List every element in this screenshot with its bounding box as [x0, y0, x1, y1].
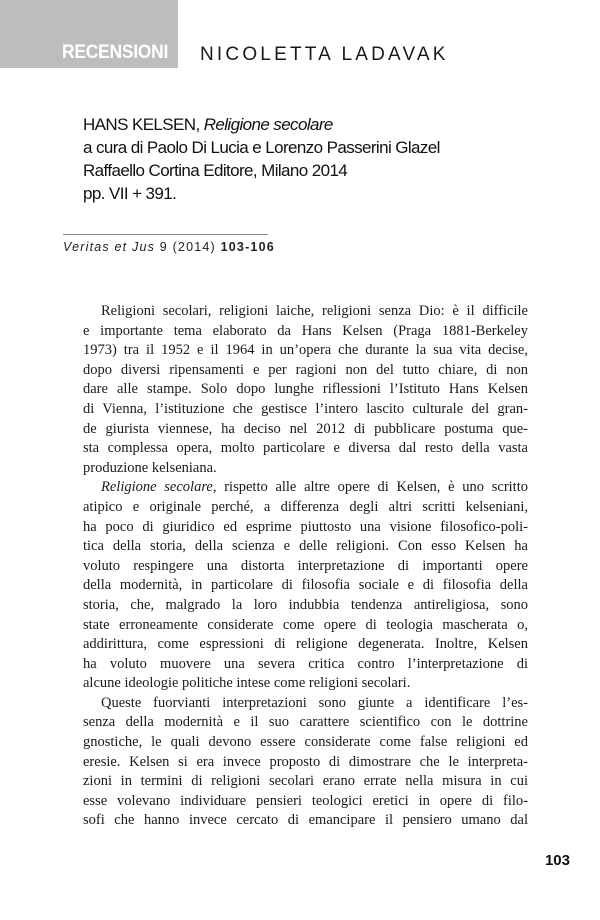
body-line-rest: , rispetto alle altre opere di Kelsen, è uno scritto — [212, 479, 528, 496]
body-line: produzione kelseniana. — [83, 459, 217, 476]
book-author-title-line — [83, 113, 543, 136]
body-line: zioni in termini di religioni secolari erano errate nella misura in cui — [83, 773, 528, 790]
book-author: HANS KELSEN, — [83, 115, 200, 134]
italic-book-title: Religione secolare — [101, 479, 213, 496]
body-line: Religioni secolari, religioni laiche, religioni senza Dio: è il difficile — [101, 303, 528, 319]
book-publisher: Raffaello Cortina Editore, Milano 2014 — [83, 161, 348, 180]
body-line: Queste fuorvianti interpretazioni sono giunte a identificare l’es- — [101, 694, 528, 711]
body-line: ha voluto muovere una severa critica contro l’interpretazione di — [83, 655, 528, 672]
body-line: e importante tema elaborato da Hans Kelsen (Praga 1881-Berkeley — [83, 322, 528, 339]
journal-name: Veritas et Jus — [63, 240, 156, 254]
body-line: senza della modernità e il suo carattere scientifico con le dottrine — [83, 714, 528, 731]
body-line: de giurista viennese, ha deciso nel 2012 di pubblicare postuma que- — [83, 420, 528, 437]
body-line: storia, che, malgrado la loro indubbia tendenza antireligiosa, sono — [83, 596, 528, 613]
book-pages: pp. VII + 391. — [83, 184, 177, 203]
book-title: Religione secolare — [203, 115, 333, 134]
body-line: eresie. Kelsen si era invece proposto di dimostrare che le interpreta- — [83, 753, 528, 770]
body-line: state erroneamente considerate come opere di teologia mascherata o, — [83, 616, 528, 633]
review-author: NICOLETTA LADAVAK — [200, 44, 449, 65]
journal-pages: 103-106 — [220, 240, 275, 254]
body-line: sta complessa opera, molto particolare e diversa dal resto della vasta — [83, 440, 528, 457]
page-number: 103 — [544, 852, 570, 869]
book-editors: a cura di Paolo Di Lucia e Lorenzo Passerini Glazel — [83, 138, 440, 157]
body-line: 1973) tra il 1952 e il 1964 in un’opera che durante la sua vita decise, — [83, 342, 528, 359]
citation — [63, 240, 275, 254]
body-line: atipico e originale perché, a differenza degli altri scritti kelseniani, — [83, 498, 528, 515]
book-info — [83, 113, 543, 205]
body-line: dopo diversi ripensamenti e per ragioni non del tutto chiare, di non — [83, 361, 528, 378]
review-body — [83, 302, 528, 831]
body-line: tica della storia, della scienza e delle religioni. Con esso Kelsen ha — [83, 538, 528, 555]
body-line: voluto respingere una distorta interpretazione di importanti opere — [83, 557, 528, 574]
journal-volume-year: 9 (2014) — [159, 240, 216, 254]
body-line — [83, 478, 528, 498]
section-label: RECENSIONI — [62, 42, 169, 63]
body-line: ha poco di giuridico ed esprime piuttosto una visione filosofico-poli- — [83, 518, 528, 535]
body-line: addirittura, come espressioni di religione degenerata. Inoltre, Kelsen — [83, 636, 528, 653]
body-line: di Vienna, l’istituzione che gestisce l’intero lascito culturale del gran- — [83, 400, 528, 417]
body-line: alcune ideologie politiche intese come religioni secolari. — [83, 675, 411, 692]
body-line: dare alle stampe. Solo dopo lunghe riflessioni l’Istituto Hans Kelsen — [83, 381, 528, 398]
divider — [63, 234, 268, 235]
body-line: esse volevano individuare pensieri teologici eretici in opere di filo- — [83, 792, 528, 809]
body-line: sofi che hanno invece cercato di emancipare il pensiero umano dal — [83, 812, 528, 829]
body-line: della modernità, in particolare di filosofia sociale e di filosofia della — [83, 577, 528, 594]
body-line: gnostiche, le quali devono essere considerate come false religioni ed — [83, 734, 528, 751]
